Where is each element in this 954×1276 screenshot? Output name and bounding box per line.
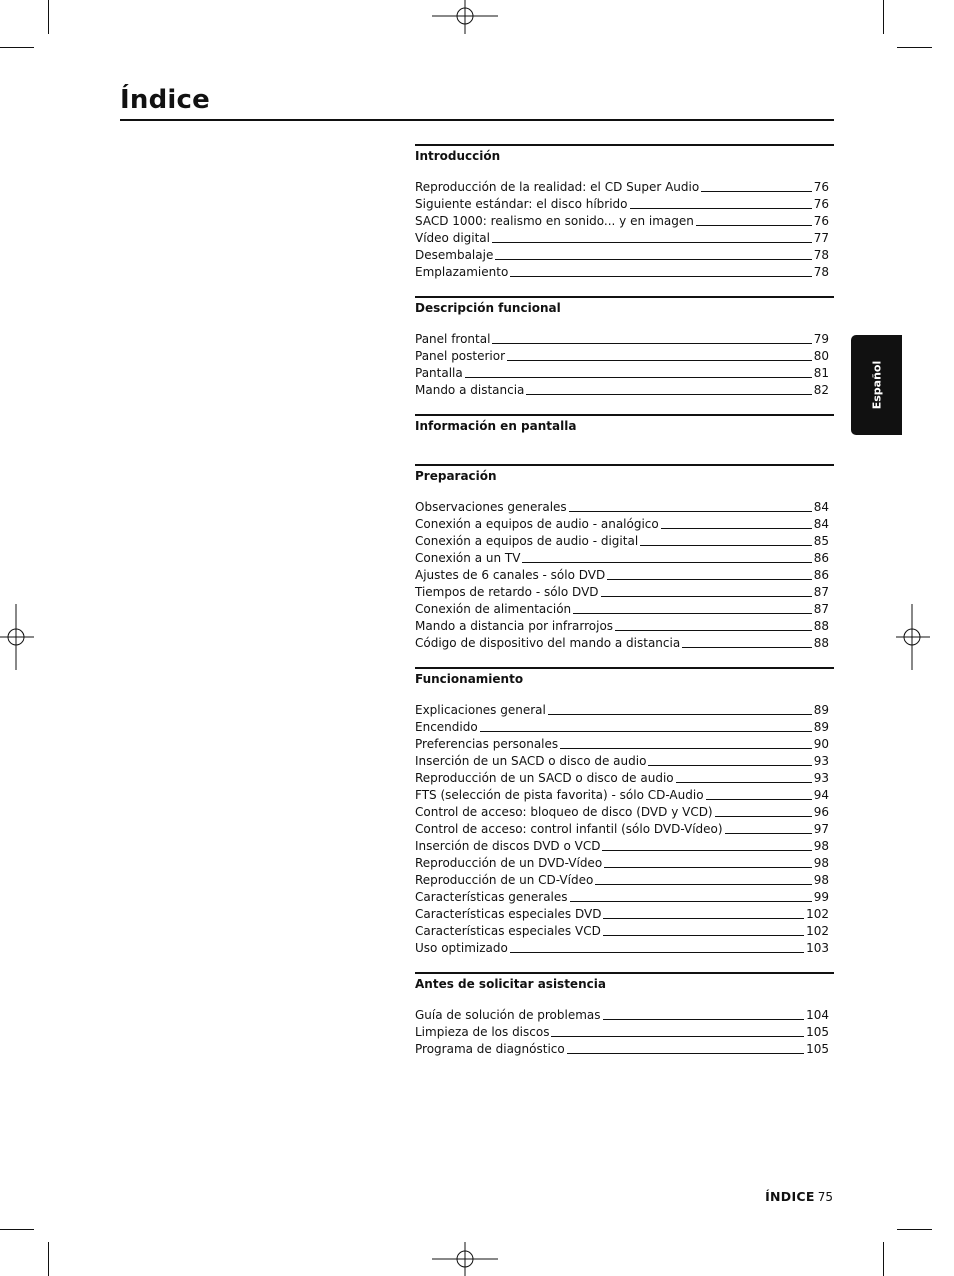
toc-section: [415, 414, 834, 448]
leader-line: [706, 799, 812, 800]
entry-page-number: 103: [806, 941, 829, 955]
entry-title: Características especiales DVD: [415, 907, 602, 921]
leader-line: [607, 579, 812, 580]
leader-line: [696, 225, 812, 226]
toc-entry[interactable]: [415, 246, 834, 263]
leader-line: [715, 816, 812, 817]
entry-page-number: 82: [813, 383, 829, 397]
section-heading: Descripción funcional: [415, 296, 834, 330]
entry-title: Reproducción de un DVD-Vídeo: [415, 856, 603, 870]
entry-title: Reproducción de un SACD o disco de audio: [415, 771, 674, 785]
toc-entry[interactable]: [415, 617, 834, 634]
entry-title: Reproducción de un CD-Vídeo: [415, 873, 594, 887]
entry-page-number: 87: [813, 585, 829, 599]
toc-entry[interactable]: [415, 735, 834, 752]
entry-page-number: 89: [813, 720, 829, 734]
entry-title: Mando a distancia por infrarrojos: [415, 619, 614, 633]
leader-line: [510, 952, 804, 953]
toc-entry[interactable]: [415, 600, 834, 617]
toc-entry[interactable]: [415, 195, 834, 212]
entry-title: SACD 1000: realismo en sonido... y en imagen: [415, 214, 694, 228]
entry-page-number: 84: [813, 500, 829, 514]
toc-entry[interactable]: [415, 549, 834, 566]
entry-page-number: 98: [813, 856, 829, 870]
toc-entry[interactable]: [415, 212, 834, 229]
toc-entry[interactable]: [415, 820, 834, 837]
entry-title: Encendido: [415, 720, 478, 734]
leader-line: [648, 765, 811, 766]
leader-line: [570, 901, 812, 902]
toc-entry[interactable]: [415, 1006, 834, 1023]
entry-title: Panel frontal: [415, 332, 491, 346]
leader-line: [492, 242, 812, 243]
entry-page-number: 77: [813, 231, 829, 245]
entry-title: Características especiales VCD: [415, 924, 601, 938]
leader-line: [495, 259, 811, 260]
entry-title: Explicaciones general: [415, 703, 546, 717]
toc-entry[interactable]: [415, 888, 834, 905]
leader-line: [602, 850, 811, 851]
leader-line: [595, 884, 811, 885]
entry-title: Conexión a equipos de audio - digital: [415, 534, 639, 548]
entry-page-number: 102: [806, 907, 829, 921]
toc-entry[interactable]: [415, 583, 834, 600]
entry-title: Reproducción de la realidad: el CD Super Audio: [415, 180, 700, 194]
leader-line: [661, 528, 812, 529]
entry-title: Observaciones generales: [415, 500, 567, 514]
leader-line: [725, 833, 812, 834]
toc-section: [415, 972, 834, 1057]
entry-page-number: 84: [813, 517, 829, 531]
toc-entry[interactable]: [415, 803, 834, 820]
toc-entry[interactable]: [415, 229, 834, 246]
leader-line: [526, 394, 811, 395]
entry-page-number: 79: [813, 332, 829, 346]
entry-title: Mando a distancia: [415, 383, 525, 397]
crop-mark-bottom-left-h: [0, 1229, 34, 1230]
entry-page-number: 105: [806, 1025, 829, 1039]
leader-line: [492, 343, 811, 344]
entry-title: Control de acceso: bloqueo de disco (DVD y VCD): [415, 805, 713, 819]
toc-entry[interactable]: [415, 532, 834, 549]
entry-title: Uso optimizado: [415, 941, 508, 955]
entry-page-number: 102: [806, 924, 829, 938]
entry-page-number: 94: [813, 788, 829, 802]
entry-title: FTS (selección de pista favorita) - sólo CD-Audio: [415, 788, 704, 802]
entry-page-number: 85: [813, 534, 829, 548]
entry-page-number: 88: [813, 636, 829, 650]
toc-entry[interactable]: [415, 786, 834, 803]
toc-entry[interactable]: [415, 718, 834, 735]
entry-title: Vídeo digital: [415, 231, 490, 245]
toc-section: [415, 296, 834, 398]
entry-page-number: 93: [813, 771, 829, 785]
entry-page-number: 97: [813, 822, 829, 836]
crop-mark-top-left-v: [48, 0, 49, 34]
toc-entry[interactable]: [415, 752, 834, 769]
toc-entry[interactable]: [415, 330, 834, 347]
registration-mark-icon: [896, 604, 932, 670]
section-heading: Información en pantalla: [415, 414, 834, 448]
entry-page-number: 87: [813, 602, 829, 616]
entry-page-number: 76: [813, 180, 829, 194]
leader-line: [630, 208, 812, 209]
entry-title: Inserción de un SACD o disco de audio: [415, 754, 647, 768]
toc-entry[interactable]: [415, 1040, 834, 1057]
toc-entry[interactable]: [415, 854, 834, 871]
leader-line: [603, 918, 804, 919]
entry-title: Tiempos de retardo - sólo DVD: [415, 585, 599, 599]
entry-page-number: 89: [813, 703, 829, 717]
toc-entry[interactable]: [415, 381, 834, 398]
leader-line: [573, 613, 812, 614]
section-heading: Funcionamiento: [415, 667, 834, 701]
entry-page-number: 86: [813, 568, 829, 582]
leader-line: [548, 714, 812, 715]
toc-section: [415, 667, 834, 956]
leader-line: [560, 748, 812, 749]
section-heading: Antes de solicitar asistencia: [415, 972, 834, 1006]
section-heading: Preparación: [415, 464, 834, 498]
entry-page-number: 99: [813, 890, 829, 904]
title-rule: [120, 119, 834, 121]
entry-title: Control de acceso: control infantil (sólo DVD-Vídeo): [415, 822, 723, 836]
toc-entry[interactable]: [415, 701, 834, 718]
leader-line: [569, 511, 812, 512]
entry-title: Panel posterior: [415, 349, 506, 363]
entry-title: Ajustes de 6 canales - sólo DVD: [415, 568, 606, 582]
entry-page-number: 76: [813, 197, 829, 211]
leader-line: [551, 1036, 804, 1037]
leader-line: [507, 360, 812, 361]
entry-title: Desembalaje: [415, 248, 494, 262]
toc-entry[interactable]: [415, 566, 834, 583]
entry-title: Limpieza de los discos: [415, 1025, 550, 1039]
leader-line: [604, 867, 812, 868]
entry-page-number: 80: [813, 349, 829, 363]
page-number: 75: [817, 1190, 833, 1204]
entry-page-number: 90: [813, 737, 829, 751]
entry-title: Inserción de discos DVD o VCD: [415, 839, 601, 853]
entry-title: Conexión de alimentación: [415, 602, 572, 616]
registration-mark-icon: [432, 1240, 498, 1276]
entry-page-number: 98: [813, 873, 829, 887]
entry-page-number: 88: [813, 619, 829, 633]
entry-title: Guía de solución de problemas: [415, 1008, 601, 1022]
toc-section: [415, 464, 834, 651]
leader-line: [615, 630, 812, 631]
toc-entry[interactable]: [415, 263, 834, 280]
entry-page-number: 86: [813, 551, 829, 565]
leader-line: [465, 377, 812, 378]
crop-mark-bottom-right-v: [883, 1242, 884, 1276]
leader-line: [682, 647, 812, 648]
entry-page-number: 96: [813, 805, 829, 819]
crop-mark-top-right-h: [897, 47, 932, 48]
toc-entry[interactable]: [415, 634, 834, 651]
footer-title: ÍNDICE: [765, 1189, 815, 1204]
entry-title: Preferencias personales: [415, 737, 559, 751]
toc-entry[interactable]: [415, 1023, 834, 1040]
crop-mark-bottom-right-h: [897, 1229, 932, 1230]
toc-entry[interactable]: [415, 769, 834, 786]
entry-title: Emplazamiento: [415, 265, 509, 279]
entry-page-number: 105: [806, 1042, 829, 1056]
toc-entry[interactable]: [415, 515, 834, 532]
leader-line: [701, 191, 812, 192]
leader-line: [601, 596, 812, 597]
language-tab: [851, 335, 902, 435]
leader-line: [640, 545, 812, 546]
leader-line: [603, 1019, 805, 1020]
leader-line: [522, 562, 811, 563]
section-heading: Introducción: [415, 144, 834, 178]
entry-page-number: 78: [813, 248, 829, 262]
table-of-contents: [415, 144, 834, 1073]
entry-page-number: 78: [813, 265, 829, 279]
language-tab-label: Español: [870, 360, 883, 410]
toc-entry[interactable]: [415, 347, 834, 364]
toc-entry[interactable]: [415, 905, 834, 922]
entry-page-number: 81: [813, 366, 829, 380]
toc-entry[interactable]: [415, 871, 834, 888]
entry-page-number: 93: [813, 754, 829, 768]
entry-title: Características generales: [415, 890, 568, 904]
entry-page-number: 98: [813, 839, 829, 853]
leader-line: [480, 731, 812, 732]
toc-entry[interactable]: [415, 837, 834, 854]
crop-mark-top-left-h: [0, 47, 34, 48]
leader-line: [567, 1053, 804, 1054]
toc-entry[interactable]: [415, 922, 834, 939]
entry-title: Conexión a equipos de audio - analógico: [415, 517, 659, 531]
page-footer: [765, 1189, 833, 1204]
registration-mark-icon: [0, 604, 36, 670]
leader-line: [603, 935, 804, 936]
leader-line: [510, 276, 811, 277]
leader-line: [676, 782, 812, 783]
registration-mark-icon: [432, 0, 498, 36]
entry-title: Conexión a un TV: [415, 551, 521, 565]
crop-mark-bottom-left-v: [48, 1242, 49, 1276]
page-title: Índice: [120, 85, 210, 115]
entry-title: Programa de diagnóstico: [415, 1042, 565, 1056]
toc-section: [415, 144, 834, 280]
crop-mark-top-right-v: [883, 0, 884, 34]
entry-page-number: 104: [806, 1008, 829, 1022]
toc-entry[interactable]: [415, 498, 834, 515]
toc-entry[interactable]: [415, 939, 834, 956]
toc-entry[interactable]: [415, 364, 834, 381]
entry-title: Pantalla: [415, 366, 463, 380]
entry-title: Siguiente estándar: el disco híbrido: [415, 197, 628, 211]
entry-title: Código de dispositivo del mando a distancia: [415, 636, 681, 650]
entry-page-number: 76: [813, 214, 829, 228]
toc-entry[interactable]: [415, 178, 834, 195]
